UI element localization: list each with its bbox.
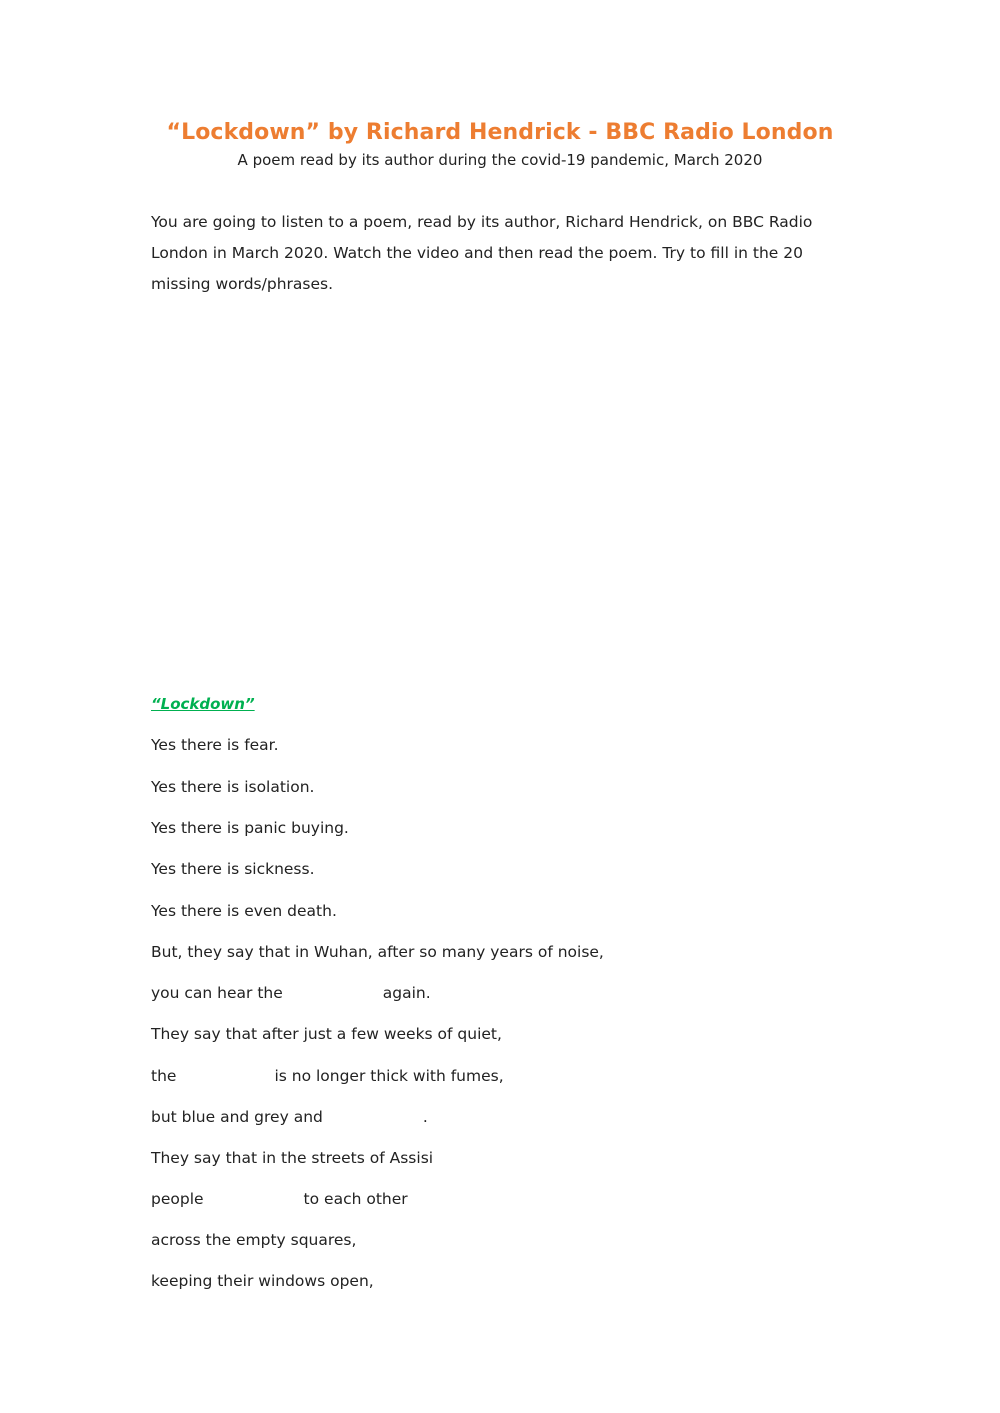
poem-line-10-end: . xyxy=(422,1108,428,1126)
blank-gap-1[interactable] xyxy=(283,986,383,1002)
poem-line-10 xyxy=(151,1108,428,1126)
poem-line-3: Yes there is panic buying. xyxy=(151,819,349,837)
poem-line-5: Yes there is even death. xyxy=(151,902,337,920)
poem-line-12-start: people xyxy=(151,1190,204,1208)
video-placeholder[interactable] xyxy=(151,320,851,660)
poem-line-13: across the empty squares, xyxy=(151,1231,357,1249)
poem-line-11: They say that in the streets of Assisi xyxy=(151,1149,434,1167)
poem-line-9-start: the xyxy=(151,1067,177,1085)
intro-paragraph: You are going to listen to a poem, read by its author, Richard Hendrick, on BBC Radio London in March 2020. Watch the video and then read the poem. Try to fill in the 20 missing words/phrases. xyxy=(151,213,813,293)
poem-line-12 xyxy=(151,1190,408,1208)
blank-gap-3[interactable] xyxy=(323,1110,423,1126)
poem-line-2: Yes there is isolation. xyxy=(151,778,315,796)
poem-line-14: keeping their windows open, xyxy=(151,1272,374,1290)
poem-line-12-end: to each other xyxy=(303,1190,408,1208)
poem-line-6: But, they say that in Wuhan, after so many years of noise, xyxy=(151,943,604,961)
blank-gap-2[interactable] xyxy=(176,1069,274,1085)
poem-line-4: Yes there is sickness. xyxy=(151,860,315,878)
poem-line-7-end: again. xyxy=(382,984,431,1002)
poem-line-9 xyxy=(151,1067,504,1085)
poem-line-10-start: but blue and grey and xyxy=(151,1108,323,1126)
poem-line-1: Yes there is fear. xyxy=(151,736,279,754)
blank-gap-4[interactable] xyxy=(204,1192,304,1208)
poem-title: “Lockdown” xyxy=(151,695,255,713)
poem-line-8: They say that after just a few weeks of quiet, xyxy=(151,1025,502,1043)
poem-line-7-start: you can hear the xyxy=(151,984,283,1002)
poem-line-9-end: is no longer thick with fumes, xyxy=(274,1067,504,1085)
page-title: “Lockdown” by Richard Hendrick - BBC Radio London xyxy=(166,120,834,145)
page-subtitle: A poem read by its author during the covid-19 pandemic, March 2020 xyxy=(237,151,763,169)
poem-line-7 xyxy=(151,984,431,1002)
